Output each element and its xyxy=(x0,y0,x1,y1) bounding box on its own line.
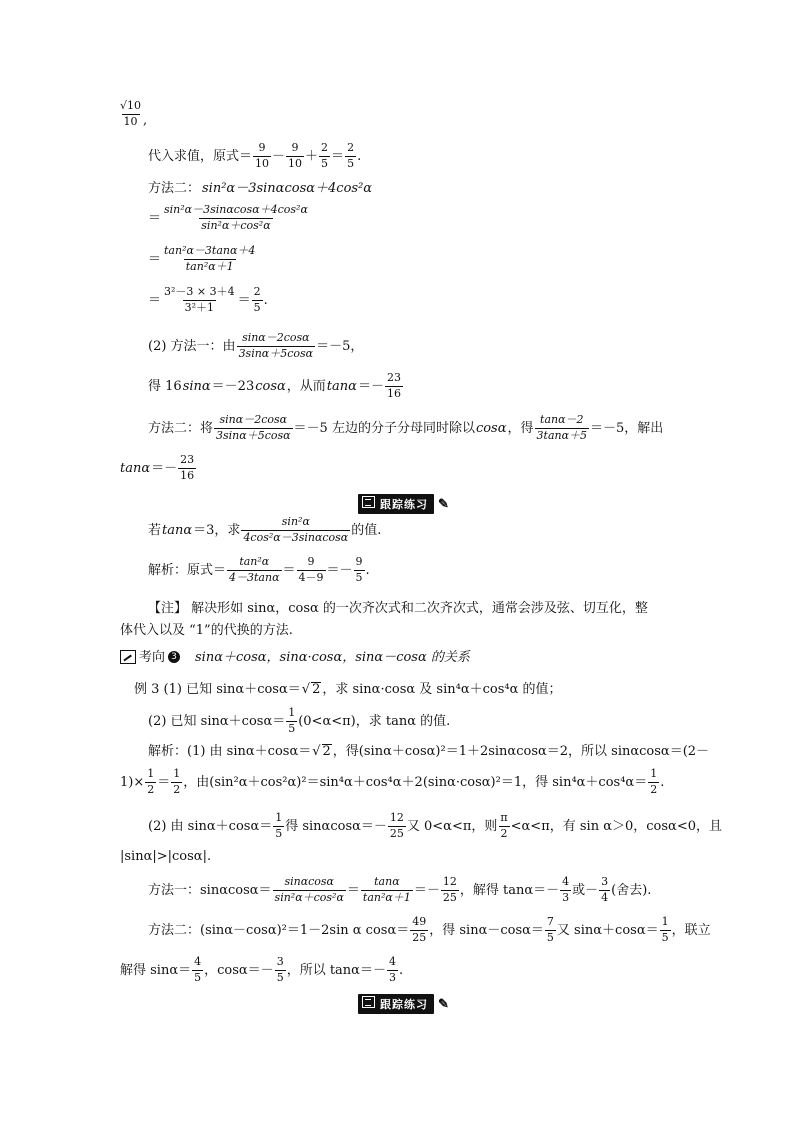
frac: 23 16 xyxy=(386,371,401,400)
frac: 4 5 xyxy=(194,955,202,984)
frac: 1 5 xyxy=(661,915,669,944)
example3-part2: (2) 已知 sinα＋cosα＝ 1 5 (0<α<π)，求 tanα 的值. xyxy=(148,706,451,735)
frac: 1 2 xyxy=(650,767,658,796)
abs-compare: |sinα|>|cosα|. xyxy=(120,849,212,864)
note-line2: 体代入以及 “1”的代换的方法. xyxy=(120,623,293,638)
frac: 49 25 xyxy=(412,915,427,944)
analysis-part1-cont: 1)× $\frac{1}{2}$ ＝ 1 2 ，由(sin²α＋cos²α)²＝sin⁴α＋cos⁴α＋2(sinα·cosα)²＝1，得 sin⁴α＋cos⁴α＝ 1 2 . xyxy=(120,767,665,796)
frac: 23 16 xyxy=(180,453,195,482)
frac: 7 5 xyxy=(546,915,554,944)
method2-line: 方法二：(sinα－cosα)²＝1－2sin α cosα＝ 49 25 ，得 sinα－cosα＝ 7 5 又 sinα＋cosα＝ 1 5 ，联立 xyxy=(148,915,711,944)
notebook-icon xyxy=(362,496,375,508)
pen-icon: ✎ xyxy=(438,996,449,1012)
frac: 4 3 xyxy=(388,955,396,984)
frac: sin²α－3sinαcosα＋4cos²α sin²α＋cos²α xyxy=(164,203,308,232)
frac: 9 4－9 xyxy=(298,555,324,584)
method2-step1: ＝ sin²α－3sinαcosα＋4cos²α sin²α＋cos²α xyxy=(148,203,308,232)
substitution-line: 代入求值，原式＝ 9 10 － 9 10 ＋ 2 5 ＝ 2 5 . xyxy=(148,141,362,170)
frac: 1 5 xyxy=(288,706,296,735)
practice-badge-2: 跟踪练习 ✎ xyxy=(358,994,449,1014)
note-line1: 【注】 解决形如 sinα，cosα 的一次齐次式和二次齐次式，通常会涉及弦、切互化，整 xyxy=(148,601,648,616)
frac: sinα－2cosα 3sinα＋5cosα xyxy=(216,413,291,442)
frac: 2 5 xyxy=(347,141,355,170)
frac: 9 10 xyxy=(288,141,303,170)
pen-icon: ✎ xyxy=(438,496,449,512)
frac: sinαcosα sin²α＋cos²α xyxy=(274,875,344,904)
fraction-sqrt10-over-10: √10 10 xyxy=(120,99,142,128)
practice-badge: 跟踪练习 ✎ xyxy=(358,494,449,514)
example3-part1: 例 3 (1) 已知 sinα＋cosα＝ √ 2 ，求 sinα·cosα 及 sin⁴α＋cos⁴α 的值； xyxy=(134,681,562,697)
frac: sinα－2cosα 3sinα＋5cosα xyxy=(238,331,314,360)
circled-number: 3 xyxy=(168,651,180,663)
frac: 4 3 xyxy=(562,875,570,904)
frac: $\frac{1}{2}$ xyxy=(147,767,155,796)
frac: 9 5 xyxy=(355,555,363,584)
solution-line: 解析：原式＝ tan²α 4－3tanα ＝ 9 4－9 ＝－ 9 5 . xyxy=(148,555,370,584)
frac: 3²－3 × 3＋4 3²＋1 xyxy=(164,285,235,314)
method2-step3: ＝ 3²－3 × 3＋4 3²＋1 ＝ 2 5 . xyxy=(148,285,268,314)
frac: 1 2 xyxy=(173,767,181,796)
section-kaoxiang-3: 考向 3 sinα＋cosα，sinα·cosα，sinα－cosα 的关系 xyxy=(120,650,470,664)
part2-method1: (2) 方法一：由 sinα－2cosα 3sinα＋5cosα ＝－5， xyxy=(148,331,364,360)
frac: 12 25 xyxy=(389,811,404,840)
frac: tanα－2 3tanα＋5 xyxy=(536,413,588,442)
analysis-part1: 解析：(1) 由 sinα＋cosα＝ √ 2 ，得(sinα＋cosα)²＝1＋2sinαcosα＝2，所以 sinαcosα＝(2－ xyxy=(148,743,710,759)
frac: 2 5 xyxy=(253,285,261,314)
trend-icon xyxy=(120,650,136,664)
method2-step2: ＝ tan²α－3tanα＋4 tan²α＋1 xyxy=(148,244,256,273)
frac: 2 5 xyxy=(321,141,329,170)
notebook-icon xyxy=(362,996,375,1008)
part2-result: 得 16 sinα ＝－23 cosα ，从而 tanα ＝－ 23 16 xyxy=(148,371,401,400)
frac: tan²α 4－3tanα xyxy=(229,555,280,584)
frac: tanα tan²α＋1 xyxy=(362,875,411,904)
part2-method2: 方法二：将 sinα－2cosα 3sinα＋5cosα ＝－5 左边的分子分母同时除以 cosα ，得 tanα－2 3tanα＋5 ＝－5，解出 xyxy=(148,413,664,442)
exercise-line: 若 tanα ＝3，求 sin²α 4cos²α－3sinαcosα 的值. xyxy=(148,515,382,544)
method2-solution: 解得 sinα＝ 4 5 ，cosα＝－ 3 5 ，所以 tanα＝－ 4 3 . xyxy=(120,955,404,984)
frac: 3 5 xyxy=(276,955,284,984)
frac: tan²α－3tanα＋4 tan²α＋1 xyxy=(164,244,256,273)
frac: 1 5 xyxy=(275,811,283,840)
method2-heading: 方法二： sin²α－3sinαcosα＋4cos²α xyxy=(148,181,373,196)
frac: 9 10 xyxy=(255,141,270,170)
part2-tan-result: tanα ＝－ 23 16 xyxy=(120,453,195,482)
frac: sin²α 4cos²α－3sinαcosα xyxy=(243,515,349,544)
method1-line: 方法一：sinαcosα＝ sinαcosα sin²α＋cos²α ＝ tanα tan²α＋1 ＝－ 12 25 ，解得 tanα＝－ 4 3 或－ 3 4 (舍去). xyxy=(148,875,652,904)
analysis-part2: (2) 由 sinα＋cosα＝ 1 5 得 sinαcosα＝－ 12 25 又 0<α<π，则 π 2 <α<π，有 sin α＞0，cosα<0，且 xyxy=(148,811,722,840)
comma: , xyxy=(143,113,148,128)
frac: π 2 xyxy=(500,811,508,840)
frac: 3 4 xyxy=(601,875,609,904)
frac: 12 25 xyxy=(442,875,457,904)
